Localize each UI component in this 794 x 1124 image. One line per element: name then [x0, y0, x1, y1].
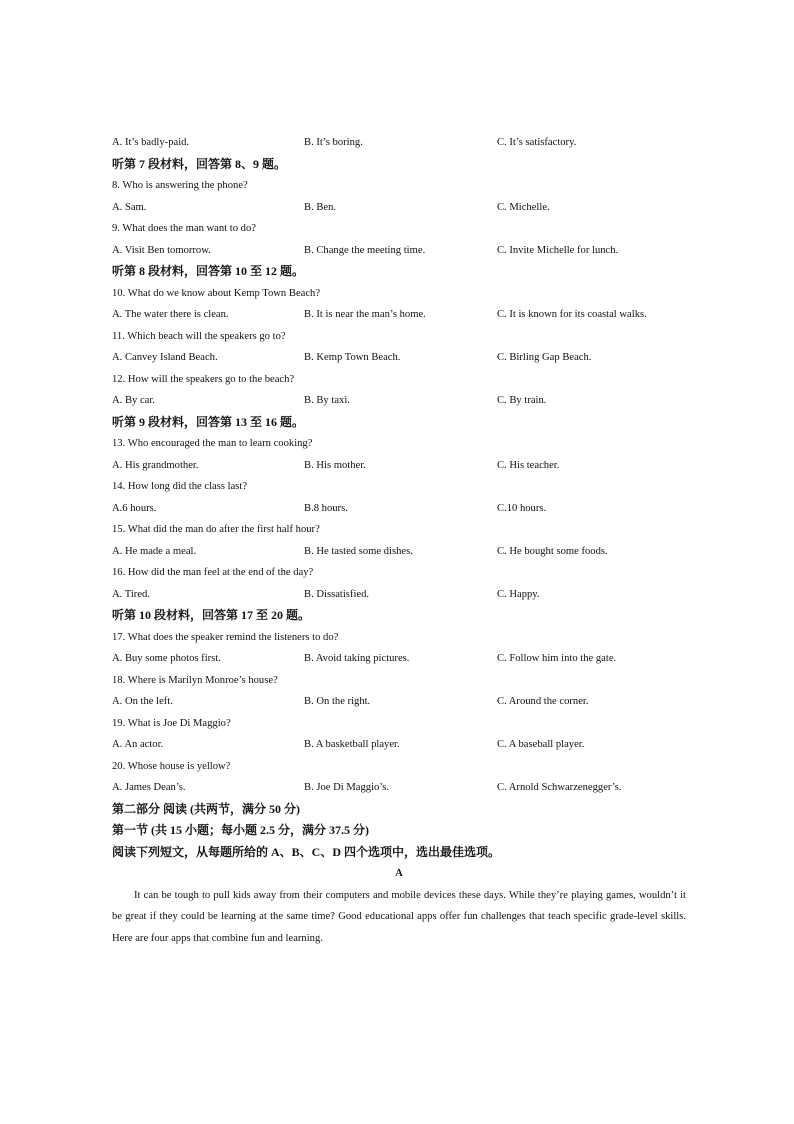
- option-c: C. It’s satisfactory.: [497, 137, 577, 148]
- option-b: B. By taxi.: [304, 395, 350, 406]
- question-text: 9. What does the man want to do?: [112, 223, 256, 234]
- question-text: 8. Who is answering the phone?: [112, 180, 248, 191]
- option-c: C. Michelle.: [497, 201, 550, 213]
- question-text: 11. Which beach will the speakers go to?: [112, 330, 286, 342]
- option-a: A. Canvey Island Beach.: [112, 352, 218, 363]
- option-a: A. James Dean’s.: [112, 782, 186, 793]
- answer-options-row: [112, 240, 686, 262]
- passage-a-paragraph: It can be tough to pull kids away from their computers and mobile devices these days. While they’re playing games, wouldn’t it be great if they could be learning at the same time? Good educational apps offer fun challenges that teach specific grade-level skills. Here are four apps that combine fun and learning.: [112, 889, 686, 944]
- option-a: A. On the left.: [112, 696, 173, 707]
- option-a: A. He made a meal.: [112, 545, 197, 557]
- question-text: 12. How will the speakers go to the beach?: [112, 373, 295, 385]
- option-a: A. His grandmother.: [112, 459, 199, 471]
- option-b: B. Joe Di Maggio’s.: [304, 782, 390, 793]
- question-text: 15. What did the man do after the first half hour?: [112, 524, 320, 535]
- option-a: A. The water there is clean.: [112, 309, 229, 320]
- answer-options-row: [112, 648, 686, 670]
- option-c: C. Around the corner.: [497, 696, 589, 707]
- option-a: A. Buy some photos first.: [112, 653, 221, 664]
- option-c: C. By train.: [497, 395, 547, 406]
- answer-options-row: [112, 734, 686, 756]
- answer-options-row: [112, 584, 686, 606]
- option-b: B. Ben.: [304, 201, 337, 213]
- option-a: A. Tired.: [112, 588, 150, 600]
- answer-options-row: [112, 541, 686, 563]
- section-heading: 听第 8 段材料，回答第 10 至 12 题。: [112, 264, 305, 278]
- answer-options-row: [112, 691, 686, 713]
- option-b: B. A basketball player.: [304, 739, 400, 750]
- answer-options-row: [112, 777, 686, 799]
- option-b: B. Dissatisfied.: [304, 588, 370, 600]
- section-heading: 阅读下列短文，从每题所给的 A、B、C、D 四个选项中，选出最佳选项。: [112, 844, 501, 859]
- option-b: B. He tasted some dishes.: [304, 545, 413, 557]
- option-a: A. Visit Ben tomorrow.: [112, 244, 211, 256]
- section-heading: 第一节 (共 15 小题；每小题 2.5 分，满分 37.5 分): [112, 823, 369, 837]
- question-text: 16. How did the man feel at the end of the day?: [112, 567, 314, 578]
- answer-options-row: [112, 347, 686, 369]
- answer-options-row: [112, 455, 686, 477]
- question-text: 19. What is Joe Di Maggio?: [112, 717, 231, 729]
- answer-options-row: [112, 390, 686, 412]
- option-c: C. It is known for its coastal walks.: [497, 309, 647, 320]
- answer-options-row: [112, 132, 686, 154]
- option-a: A. Sam.: [112, 201, 147, 213]
- option-c: C. Arnold Schwarzenegger’s.: [497, 782, 622, 793]
- option-c: C. Happy.: [497, 588, 540, 600]
- answer-options-row: [112, 304, 686, 326]
- option-b: B. His mother.: [304, 459, 366, 471]
- section-heading: 第二部分 阅读 (共两节，满分 50 分): [112, 801, 300, 816]
- question-text: 18. Where is Marilyn Monroe’s house?: [112, 674, 278, 686]
- option-c: C. He bought some foods.: [497, 545, 608, 557]
- option-b: B. On the right.: [304, 696, 371, 707]
- question-text: 20. Whose house is yellow?: [112, 760, 231, 772]
- option-a: A. By car.: [112, 395, 155, 406]
- section-heading: 听第 7 段材料，回答第 8、9 题。: [112, 156, 287, 171]
- option-b: B.8 hours.: [304, 502, 348, 514]
- answer-options-row: [112, 197, 686, 219]
- option-a: A. It’s badly-paid.: [112, 137, 190, 148]
- exam-page: [112, 132, 686, 949]
- section-heading: 听第 10 段材料，回答第 17 至 20 题。: [112, 608, 311, 622]
- option-b: B. Kemp Town Beach.: [304, 352, 401, 363]
- option-c: C. A baseball player.: [497, 739, 585, 750]
- option-b: B. Avoid taking pictures.: [304, 653, 410, 664]
- option-c: C. His teacher.: [497, 459, 560, 471]
- question-text: 13. Who encouraged the man to learn cooking?: [112, 438, 313, 449]
- option-c: C. Follow him into the gate.: [497, 653, 617, 664]
- option-c: C. Invite Michelle for lunch.: [497, 244, 619, 256]
- option-b: B. Change the meeting time.: [304, 244, 426, 256]
- option-c: C.10 hours.: [497, 502, 547, 514]
- option-a: A. An actor.: [112, 739, 164, 750]
- section-heading: 听第 9 段材料，回答第 13 至 16 题。: [112, 414, 305, 429]
- question-text: 14. How long did the class last?: [112, 481, 248, 492]
- option-b: B. It is near the man’s home.: [304, 309, 426, 320]
- question-list: [112, 132, 686, 885]
- option-c: C. Birling Gap Beach.: [497, 352, 592, 363]
- option-b: B. It’s boring.: [304, 137, 363, 148]
- question-text: 17. What does the speaker remind the listeners to do?: [112, 631, 339, 643]
- answer-options-row: [112, 498, 686, 520]
- passage-label: A: [395, 868, 403, 879]
- option-a: A.6 hours.: [112, 502, 157, 514]
- question-text: 10. What do we know about Kemp Town Beach?: [112, 287, 321, 299]
